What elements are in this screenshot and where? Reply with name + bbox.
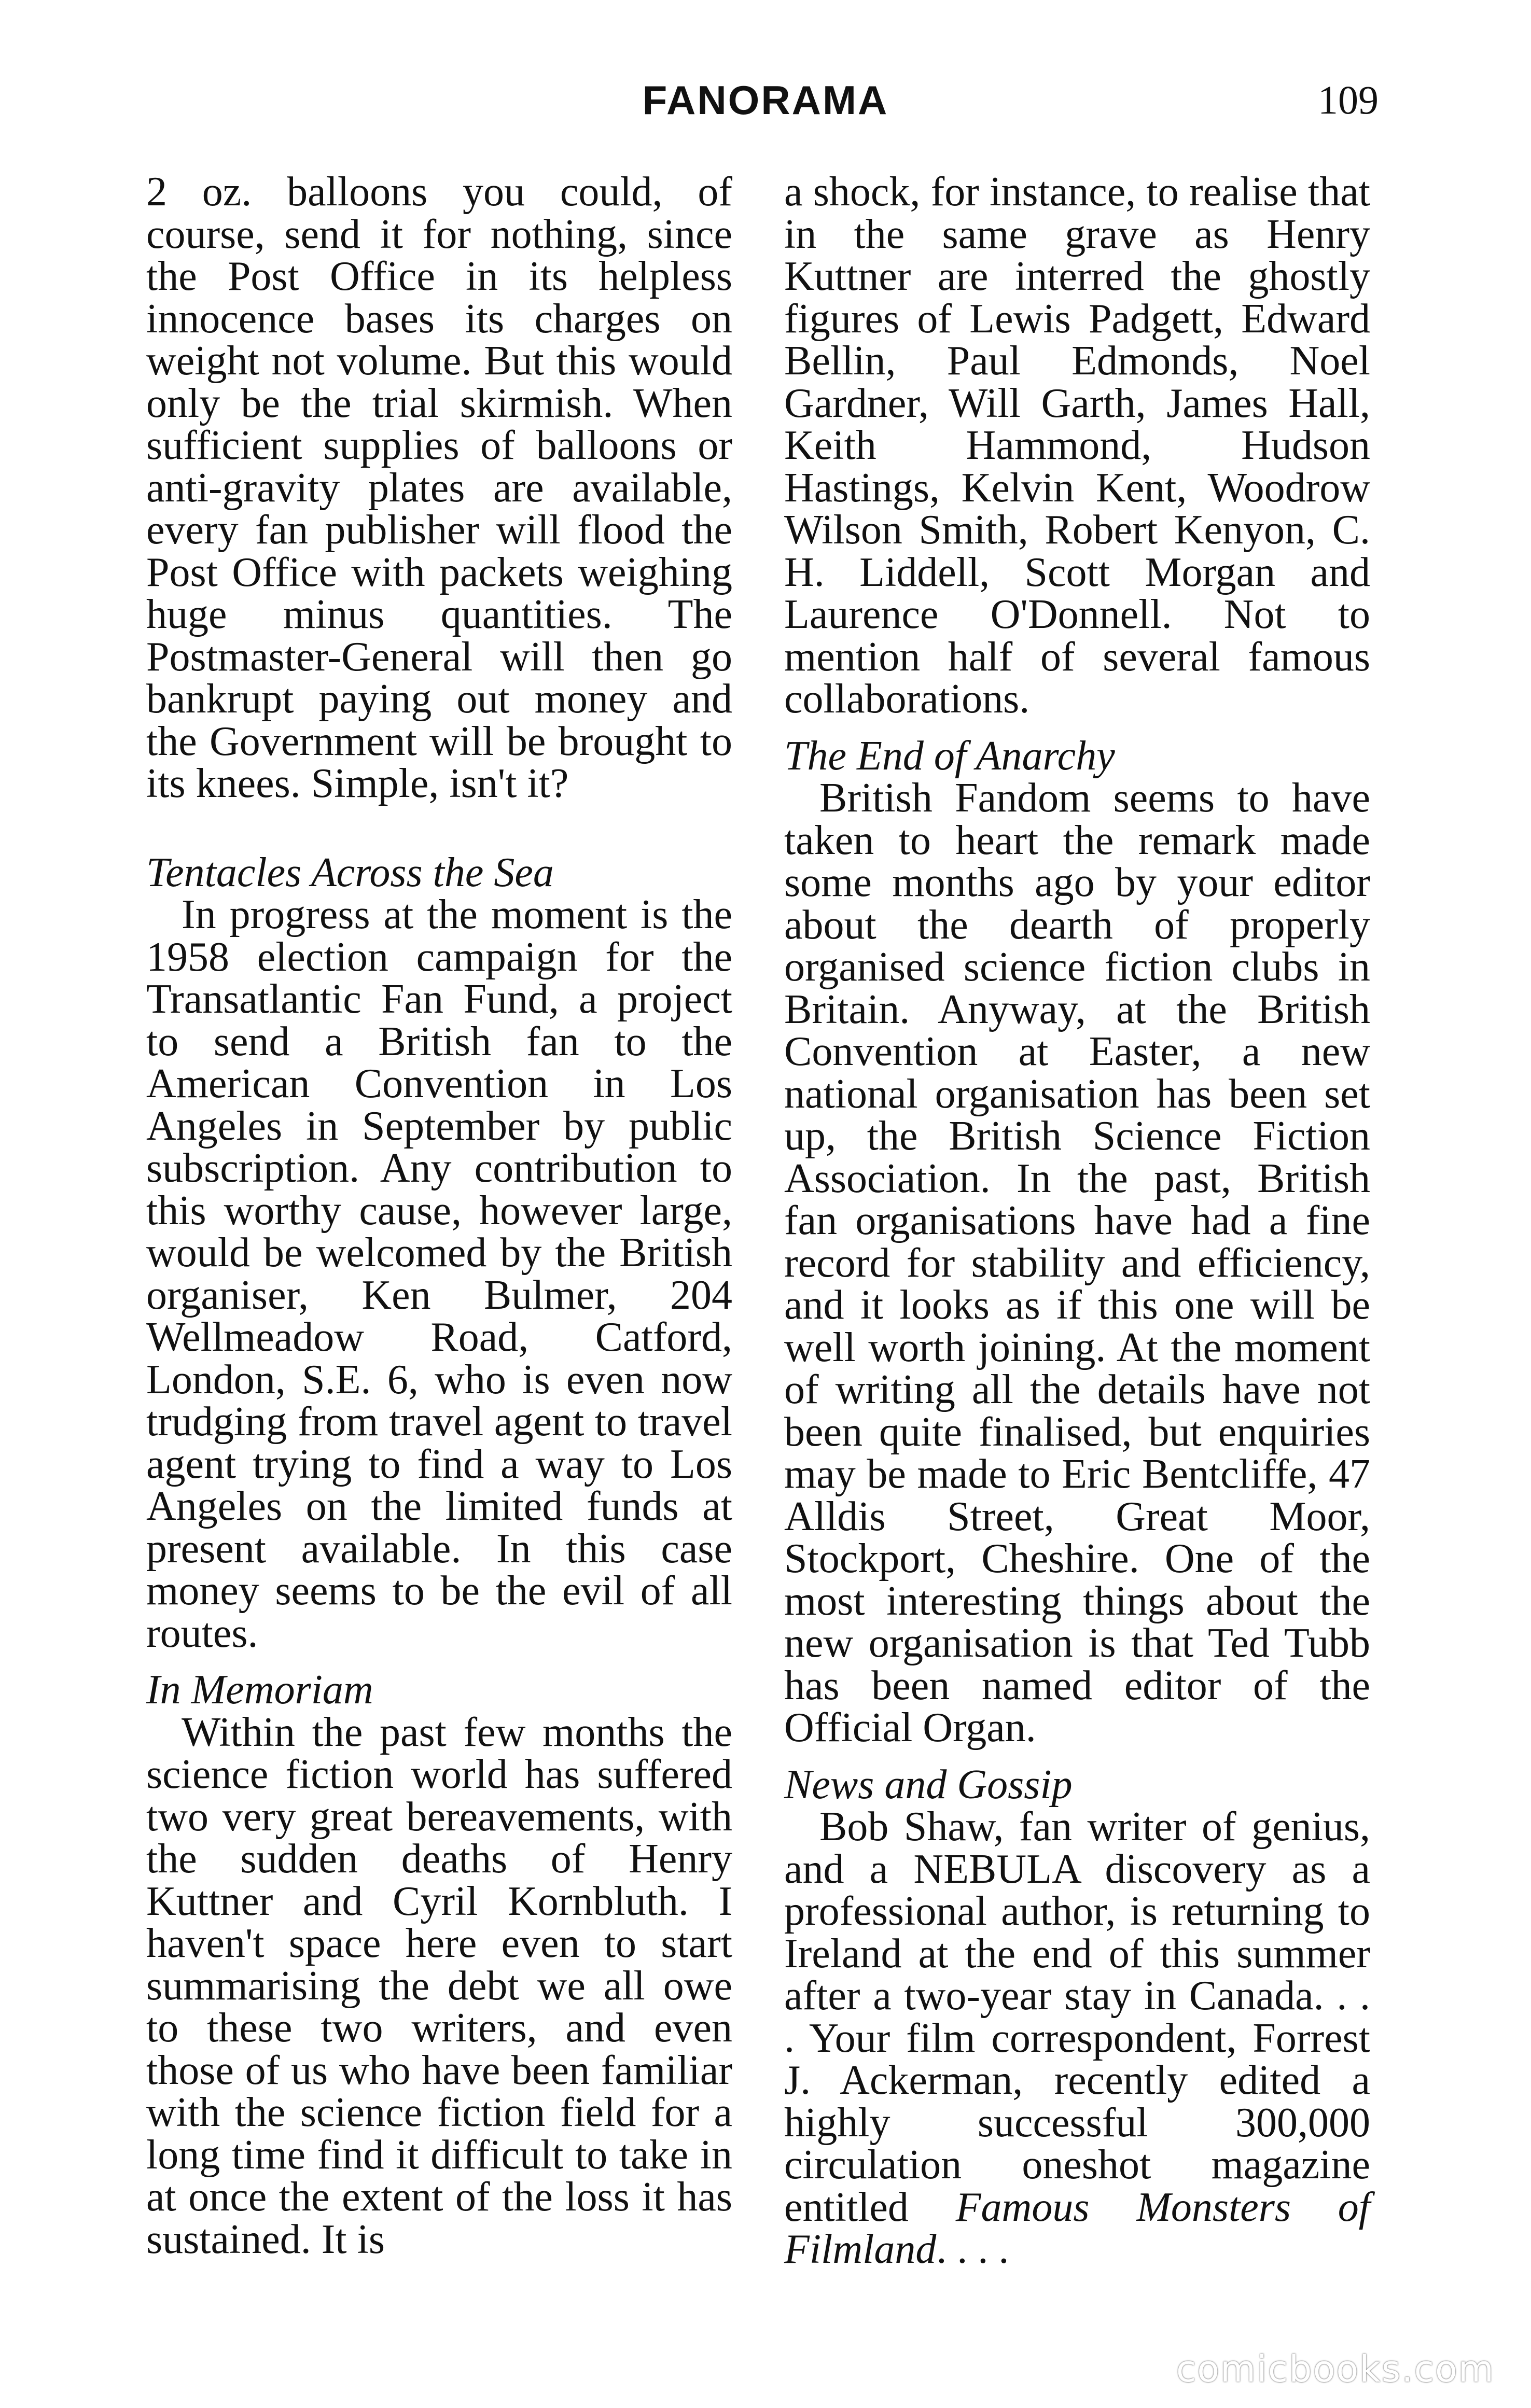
left-column <box>146 171 732 2261</box>
section-heading-tentacles: Tentacles Across the Sea <box>146 849 554 895</box>
right-column <box>784 171 1370 2271</box>
section-body-news <box>784 1806 1370 2271</box>
news-body-text: Bob Shaw, fan writer of genius, and a NEBULA discovery as a professional author, is returning to Ireland at the end of this summer after a two-year stay in Canada. . . . Your film correspondent, Forrest J. Ackerman, recently edited a highly successful 300,000 circulation oneshot magazine entitled <box>784 1804 1370 2230</box>
magazine-title: Famous Monsters of Filmland <box>784 2184 1370 2272</box>
section-body-anarchy: British Fandom seems to have taken to heart the remark made some months ago by your editor about the dearth of properly organised science fiction clubs in Britain. Anyway, at the British Convention at Easter, a new national organisation has been set up, the British Science Fiction Association. In the past, British fan organisations have had a fine record for stability and efficiency, and it looks as if this one will be well worth joining. At the moment of writing all the details have not been quite finalised, but enquiries may be made to Eric Bentcliffe, 47 Alldis Street, Great Moor, Stockport, Cheshire. One of the most interesting things about the new organisation is that Ted Tubb has been named editor of the Official Organ. <box>784 775 1370 1751</box>
section-heading-anarchy: The End of Anarchy <box>784 733 1115 779</box>
watermark: comicbooks.com <box>1176 2348 1495 2390</box>
page-number: 109 <box>1318 77 1379 122</box>
section-body-memoriam: Within the past few months the science fiction world has suffered two very great bereavements, with the sudden deaths of Henry Kuttner and Cyril Kornbluth. I haven't space here even to start summarising the debt we all owe to these two writers, and even those of us who have been familiar with the science fiction field for a long time find it difficult to take in at once the extent of the loss it has sustained. It is <box>146 1709 732 2262</box>
intro-paragraph: 2 oz. balloons you could, of course, send it for nothing, since the Post Office in its helpless innocence bases its charges on weight not volume. But this would only be the trial skirmish. When sufficient supplies of balloons or anti-gravity plates are available, every fan publisher will flood the Post Office with packets weighing huge minus quantities. The Postmaster-General will then go bankrupt paying out money and the Government will be brought to its knees. Simple, isn't it? <box>146 169 732 806</box>
section-heading-news: News and Gossip <box>784 1761 1073 1808</box>
continuation-paragraph: a shock, for instance, to realise that in the same grave as Henry Kuttner are interred the ghostly figures of Lewis Padgett, Edward Bellin, Paul Edmonds, Noel Gardner, Will Garth, James Hall, Keith Hammond, Hudson Hastings, Kelvin Kent, Woodrow Wilson Smith, Robert Kenyon, C. H. Liddell, Scott Morgan and Laurence O'Donnell. Not to mention half of several famous collaborations. <box>784 169 1370 722</box>
section-heading-memoriam: In Memoriam <box>146 1667 373 1713</box>
news-ending: . . . . <box>936 2227 1009 2272</box>
section-body-tentacles: In progress at the moment is the 1958 election campaign for the Transatlantic Fan Fund, a project to send a British fan to the American Convention in Los Angeles in September by public subscription. Any contribution to this worthy cause, however large, would be welcomed by the British organiser, Ken Bulmer, 204 Wellmeadow Road, Catford, London, S.E. 6, who is even now trudging from travel agent to travel agent trying to find a way to Los Angeles on the limited funds at present available. In this case money seems to be the evil of all routes. <box>146 892 732 1656</box>
page-header-title: FANORAMA <box>642 77 889 123</box>
